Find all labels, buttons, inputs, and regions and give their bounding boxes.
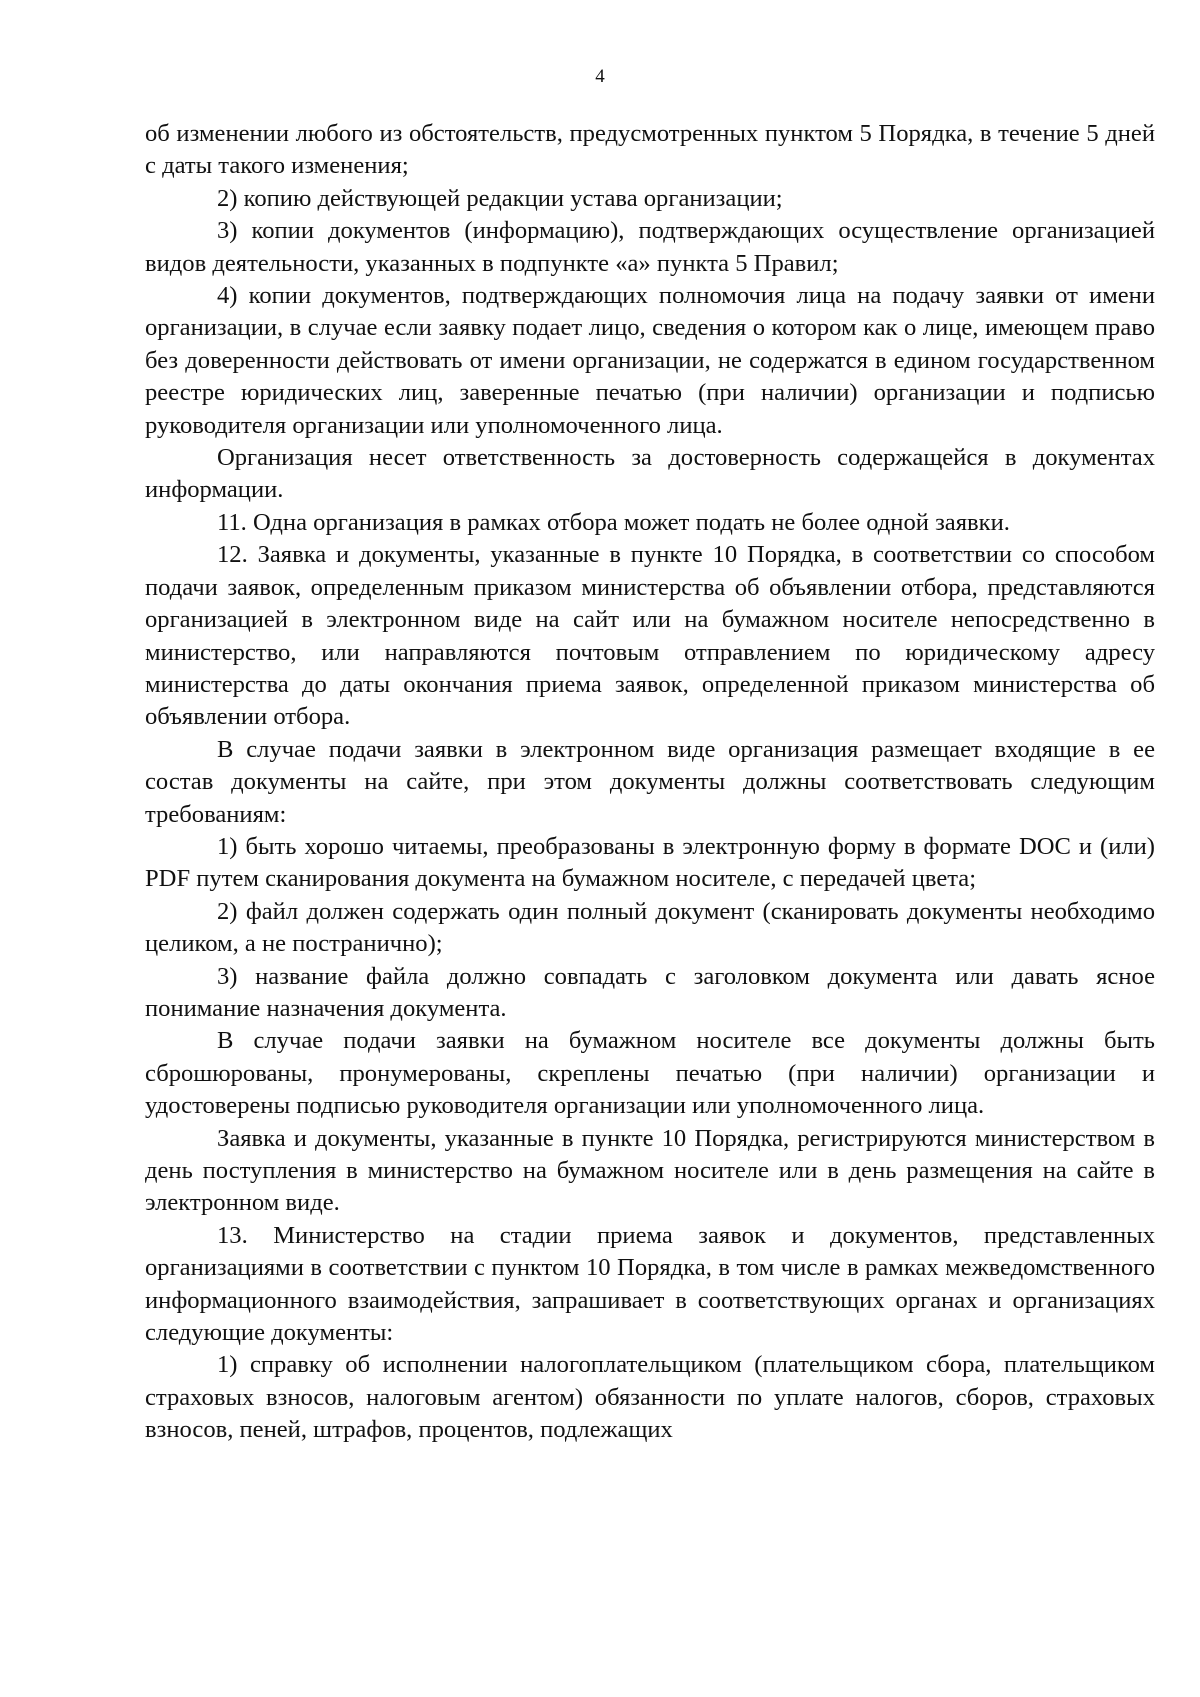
paragraph: 12. Заявка и документы, указанные в пункте 10 Порядка, в соответствии со способом подачи заявок, определенным приказом министерства об объявлении отбора, представляются организацией в электронном виде на сайт или на бумажном носителе непосредственно в министерство, или направляются почтовым отправлением по юридическому адресу министерства до даты окончания приема заявок, определенной приказом министерства об объявлении отбора.: [145, 541, 1155, 731]
page-number: 4: [595, 66, 605, 87]
paragraph-continuation: об изменении любого из обстоятельств, предусмотренных пунктом 5 Порядка, в течение 5 дней с даты такого изменения;: [145, 120, 1155, 180]
paragraph: Организация несет ответственность за достоверность содержащейся в документах информации.: [145, 444, 1155, 504]
document-body: [145, 118, 1155, 1447]
paragraph: 13. Министерство на стадии приема заявок и документов, представленных организациями в соответствии с пунктом 10 Порядка, в том числе в рамках межведомственного информационного взаимодействия, запрашивает в соответствующих органах и организациях следующие документы:: [145, 1221, 1155, 1347]
paragraph: В случае подачи заявки в электронном виде организация размещает входящие в ее состав документы на сайте, при этом документы должны соответствовать следующим требованиям:: [145, 735, 1155, 828]
paragraph: 4) копии документов, подтверждающих полномочия лица на подачу заявки от имени организации, в случае если заявку подает лицо, сведения о котором как о лице, имеющем право без доверенности действовать от имени организации, не содержатся в едином государственном реестре юридических лиц, заверенные печатью (при наличии) организации и подписью руководителя организации или уполномоченного лица.: [145, 282, 1155, 439]
paragraph: 11. Одна организация в рамках отбора может подать не более одной заявки.: [217, 508, 1010, 536]
paragraph: 3) название файла должно совпадать с заголовком документа или давать ясное понимание назначения документа.: [145, 962, 1155, 1022]
paragraph: 1) быть хорошо читаемы, преобразованы в электронную форму в формате DOC и (или) PDF путем сканирования документа на бумажном носителе, с передачей цвета;: [145, 832, 1155, 893]
paragraph: 1) справку об исполнении налогоплательщиком (плательщиком сбора, плательщиком страховых взносов, налоговым агентом) обязанности по уплате налогов, сборов, страховых взносов, пеней, штрафов, процентов, подлежащих: [145, 1351, 1155, 1444]
paragraph: 3) копии документов (информацию), подтверждающих осуществление организацией видов деятельности, указанных в подпункте «а» пункта 5 Правил;: [145, 217, 1155, 277]
paragraph: 2) файл должен содержать один полный документ (сканировать документы необходимо целиком, а не постранично);: [145, 897, 1155, 958]
paragraph: 2) копию действующей редакции устава организации;: [217, 184, 783, 212]
paragraph: В случае подачи заявки на бумажном носителе все документы должны быть сброшюрованы, пронумерованы, скреплены печатью (при наличии) организации и удостоверены подписью руководителя организации или уполномоченного лица.: [145, 1027, 1155, 1120]
paragraph: Заявка и документы, указанные в пункте 10 Порядка, регистрируются министерством в день поступления в министерство на бумажном носителе или в день размещения на сайте в электронном виде.: [145, 1124, 1155, 1217]
